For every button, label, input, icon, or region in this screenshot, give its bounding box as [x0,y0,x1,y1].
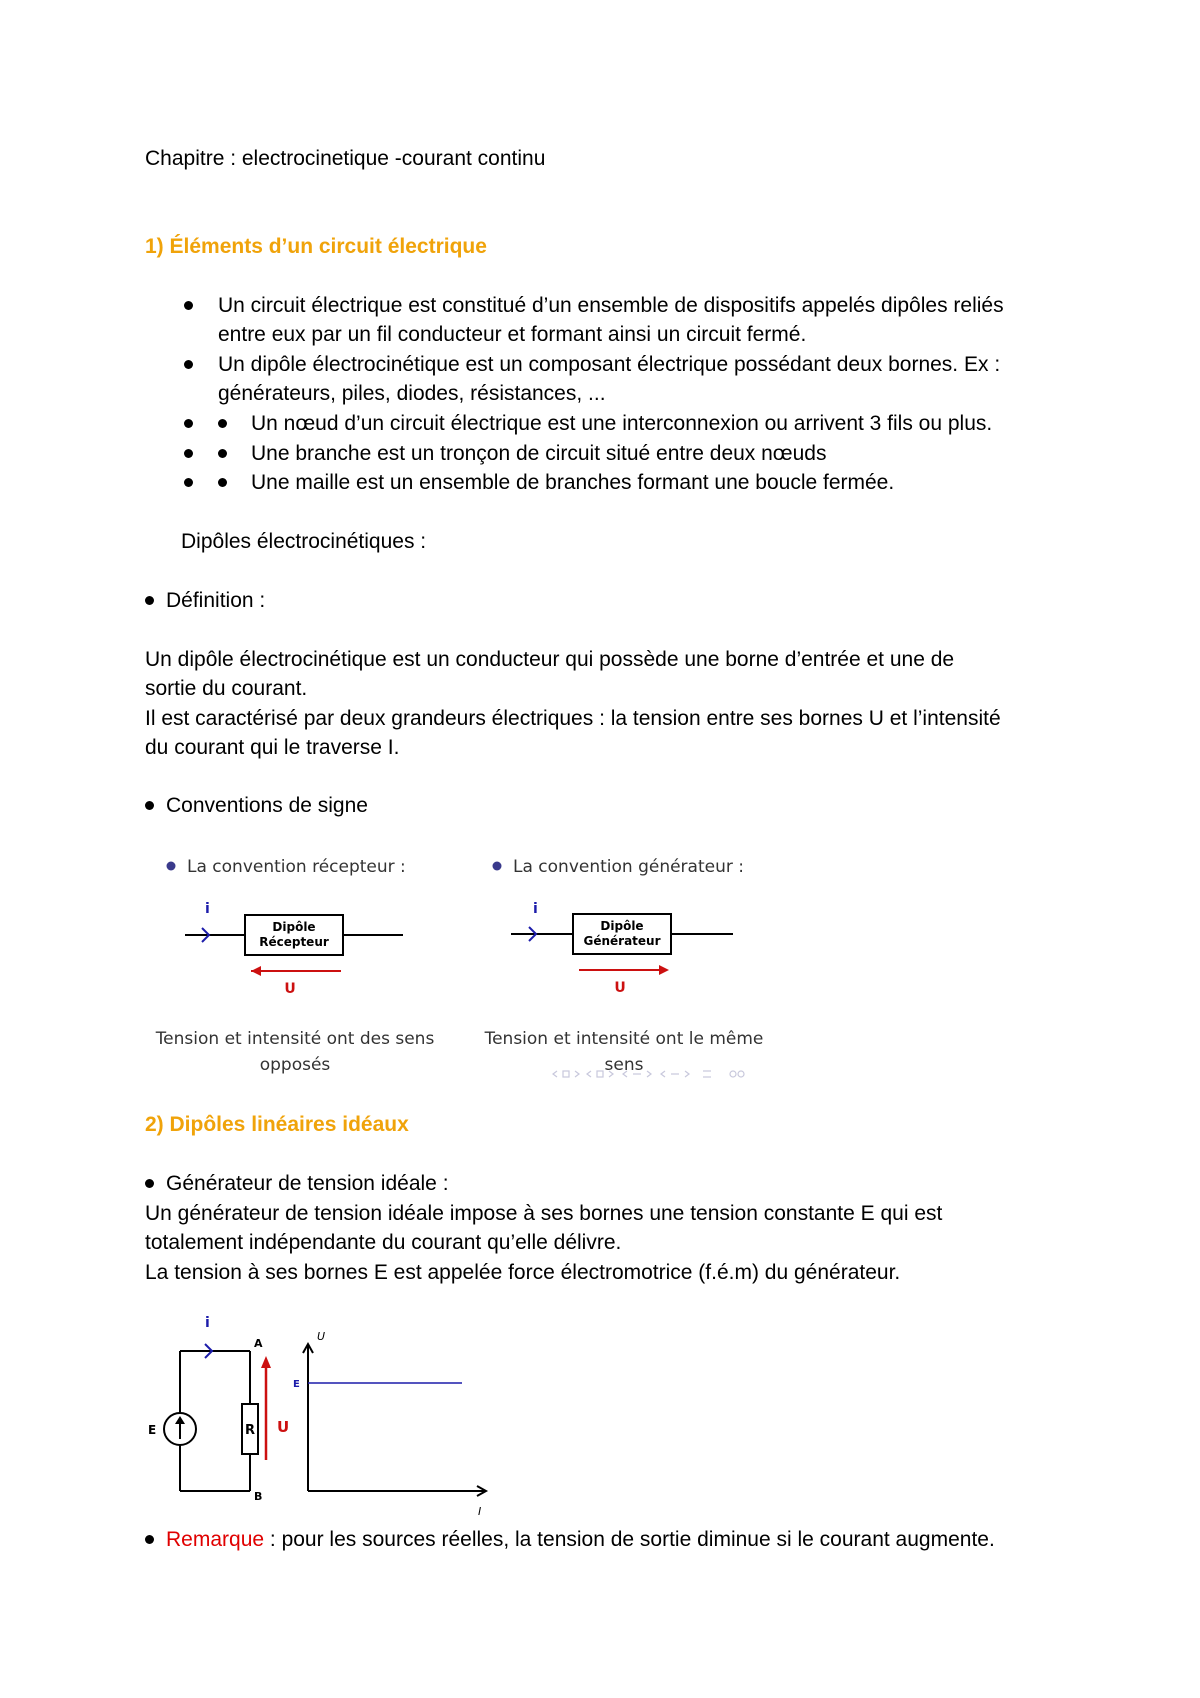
current-label: i [205,1315,210,1331]
definition-label: Définition : [166,589,266,612]
convention-title: La convention récepteur : [187,857,406,877]
bullet-icon [145,596,154,605]
circuit-diagram [148,1315,289,1503]
list-item: Une branche est un tronçon de circuit situé entre deux nœuds [251,442,827,465]
remark [166,1525,995,1554]
convention-caption: opposés [259,1055,331,1075]
generator-label: Générateur de tension idéale : [166,1172,449,1195]
bullet-icon [184,449,193,458]
list-item: Une maille est un ensemble de branches formant une boucle fermée. [251,471,895,494]
voltage-label: U [614,980,626,996]
bullet-icon [218,419,227,428]
section1-heading: 1) Éléments d’un circuit électrique [145,235,487,258]
x-axis-label: I [478,1505,482,1518]
box-label: Dipôle [272,920,316,934]
voltage-current-graph [293,1330,486,1518]
resistor-label: R [244,1423,256,1438]
generator-line: Un générateur de tension idéale impose à ses bornes une tension constante E qui est [145,1202,943,1225]
dipoles-heading: Dipôles électrocinétiques : [181,530,427,553]
convention-caption: sens [604,1055,644,1075]
conventions-label: Conventions de signe [166,794,368,817]
convention-recepteur [155,857,435,1075]
list-item: Un dipôle électrocinétique est un composant électrique possédant deux bornes. Ex : [218,353,1001,376]
list-item: Un nœud d’un circuit électrique est une interconnexion ou arrivent 3 fils ou plus. [251,412,993,435]
generator-line: La tension à ses bornes E est appelée force électromotrice (f.é.m) du générateur. [145,1261,901,1284]
box-label: Générateur [583,934,661,948]
voltage-label: U [284,981,296,997]
bullet-icon [184,360,193,369]
bullet-icon [218,478,227,487]
definition-line: Il est caractérisé par deux grandeurs électriques : la tension entre ses bornes U et l’intensité [145,707,1001,730]
bullet-icon [167,862,176,871]
box-label: Dipôle [600,919,644,933]
generator-line: totalement indépendante du courant qu’elle délivre. [145,1231,622,1254]
arrow-left-icon [251,966,261,976]
source-label: E [148,1423,157,1437]
convention-title: La convention générateur : [513,857,744,877]
bullet-icon [145,1179,154,1188]
remark-label: Remarque [166,1528,265,1551]
bullet-icon [145,801,154,810]
convention-caption: Tension et intensité ont des sens [155,1029,435,1049]
current-label: i [205,901,210,917]
voltage-label: U [277,1418,290,1436]
convention-generateur [484,857,764,1077]
slide-navigation-icon [553,1071,744,1077]
node-label: B [254,1490,263,1503]
bullet-icon [493,862,502,871]
bullet-icon [184,419,193,428]
generator-diagram [140,1310,500,1520]
list-item-continuation: générateurs, piles, diodes, résistances, ... [218,382,606,405]
convention-caption: Tension et intensité ont le même [484,1029,764,1049]
y-axis-label: U [317,1330,326,1343]
definition-line: Un dipôle électrocinétique est un conducteur qui possède une borne d’entrée et une de [145,648,955,671]
remark-text: : pour les sources réelles, la tension de sortie diminue si le courant augmente. [264,1528,995,1551]
bullet-icon [145,1535,154,1544]
bullet-icon [184,301,193,310]
bullet-icon [184,478,193,487]
definition-line: du courant qui le traverse I. [145,736,400,759]
level-label: E [293,1379,300,1390]
box-label: Récepteur [259,935,329,949]
arrow-up-icon [261,1356,271,1368]
current-label: i [533,901,538,917]
chapter-title: Chapitre : electrocinetique -courant continu [145,147,546,170]
node-label: A [254,1337,263,1350]
definition-line: sortie du courant. [145,677,308,700]
list-item-continuation: entre eux par un fil conducteur et formant ainsi un circuit fermé. [218,323,807,346]
arrow-right-icon [659,965,669,975]
conventions-figure [145,845,785,1085]
list-item: Un circuit électrique est constitué d’un ensemble de dispositifs appelés dipôles reliés [218,294,1004,317]
section2-heading: 2) Dipôles linéaires idéaux [145,1113,409,1136]
bullet-icon [218,449,227,458]
